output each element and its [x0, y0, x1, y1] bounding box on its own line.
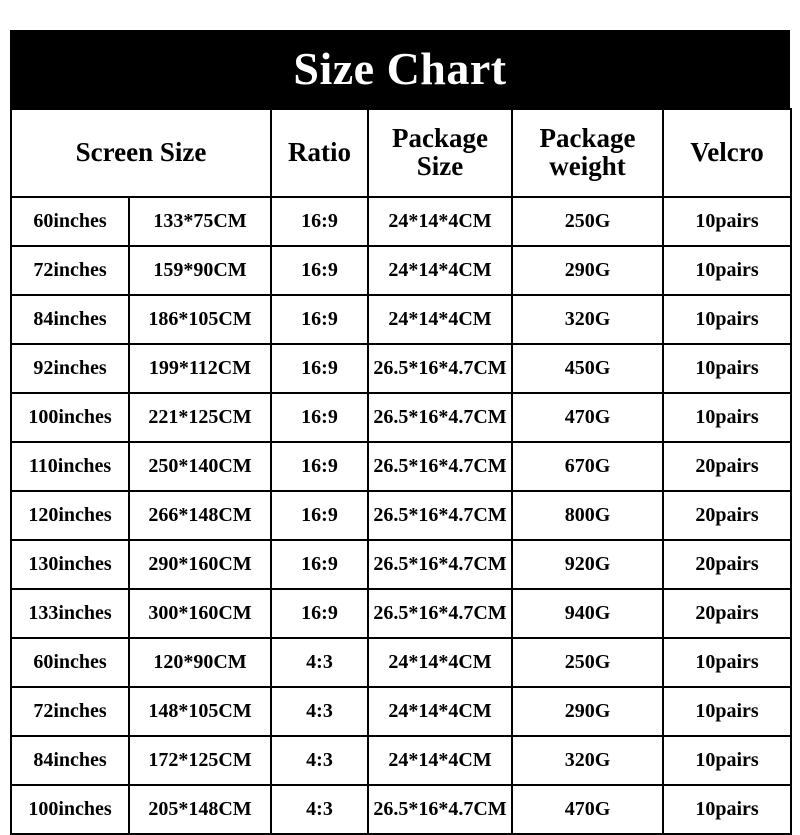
table-row: [11, 736, 791, 785]
cell-dimensions: 250*140CM: [129, 442, 271, 491]
cell-screen-size: 100inches: [11, 393, 129, 442]
cell-package-weight: 250G: [512, 197, 663, 246]
cell-package-weight: 920G: [512, 540, 663, 589]
cell-velcro: 10pairs: [663, 344, 791, 393]
cell-package-size: 26.5*16*4.7CM: [368, 393, 512, 442]
cell-velcro: 10pairs: [663, 736, 791, 785]
cell-velcro: 10pairs: [663, 295, 791, 344]
cell-dimensions: 120*90CM: [129, 638, 271, 687]
cell-screen-size: 133inches: [11, 589, 129, 638]
cell-screen-size: 100inches: [11, 785, 129, 834]
cell-dimensions: 133*75CM: [129, 197, 271, 246]
cell-package-size: 24*14*4CM: [368, 295, 512, 344]
column-header-ratio: Ratio: [271, 109, 368, 197]
cell-package-weight: 940G: [512, 589, 663, 638]
cell-velcro: 10pairs: [663, 393, 791, 442]
cell-dimensions: 148*105CM: [129, 687, 271, 736]
cell-velcro: 20pairs: [663, 491, 791, 540]
cell-dimensions: 199*112CM: [129, 344, 271, 393]
table-row: [11, 540, 791, 589]
cell-dimensions: 266*148CM: [129, 491, 271, 540]
cell-package-weight: 470G: [512, 393, 663, 442]
cell-package-size: 26.5*16*4.7CM: [368, 540, 512, 589]
table-header-row: [11, 109, 791, 197]
table-row: [11, 442, 791, 491]
cell-package-size: 26.5*16*4.7CM: [368, 491, 512, 540]
table-row: [11, 687, 791, 736]
cell-dimensions: 300*160CM: [129, 589, 271, 638]
cell-package-size: 26.5*16*4.7CM: [368, 344, 512, 393]
cell-ratio: 16:9: [271, 540, 368, 589]
cell-screen-size: 60inches: [11, 197, 129, 246]
cell-package-weight: 290G: [512, 687, 663, 736]
cell-package-size: 24*14*4CM: [368, 638, 512, 687]
column-header-package-weight: Package weight: [512, 109, 663, 197]
table-row: [11, 491, 791, 540]
size-chart-table: [10, 108, 792, 835]
table-row: [11, 344, 791, 393]
cell-ratio: 16:9: [271, 442, 368, 491]
table-row: [11, 589, 791, 638]
cell-package-weight: 450G: [512, 344, 663, 393]
table-row: [11, 295, 791, 344]
cell-screen-size: 84inches: [11, 736, 129, 785]
cell-screen-size: 72inches: [11, 687, 129, 736]
cell-dimensions: 290*160CM: [129, 540, 271, 589]
cell-ratio: 16:9: [271, 246, 368, 295]
cell-dimensions: 186*105CM: [129, 295, 271, 344]
cell-ratio: 16:9: [271, 491, 368, 540]
cell-package-weight: 250G: [512, 638, 663, 687]
cell-package-size: 24*14*4CM: [368, 687, 512, 736]
cell-velcro: 20pairs: [663, 589, 791, 638]
cell-ratio: 16:9: [271, 344, 368, 393]
cell-ratio: 16:9: [271, 295, 368, 344]
cell-package-weight: 320G: [512, 295, 663, 344]
cell-package-size: 24*14*4CM: [368, 736, 512, 785]
cell-package-size: 26.5*16*4.7CM: [368, 442, 512, 491]
cell-package-weight: 670G: [512, 442, 663, 491]
cell-screen-size: 110inches: [11, 442, 129, 491]
cell-package-weight: 470G: [512, 785, 663, 834]
cell-velcro: 20pairs: [663, 442, 791, 491]
cell-package-size: 26.5*16*4.7CM: [368, 589, 512, 638]
cell-ratio: 16:9: [271, 197, 368, 246]
table-row: [11, 393, 791, 442]
cell-velcro: 10pairs: [663, 687, 791, 736]
cell-velcro: 20pairs: [663, 540, 791, 589]
cell-ratio: 4:3: [271, 638, 368, 687]
cell-ratio: 4:3: [271, 687, 368, 736]
cell-velcro: 10pairs: [663, 197, 791, 246]
cell-ratio: 4:3: [271, 785, 368, 834]
cell-velcro: 10pairs: [663, 246, 791, 295]
cell-screen-size: 120inches: [11, 491, 129, 540]
cell-package-size: 24*14*4CM: [368, 197, 512, 246]
column-header-velcro: Velcro: [663, 109, 791, 197]
cell-screen-size: 92inches: [11, 344, 129, 393]
cell-screen-size: 60inches: [11, 638, 129, 687]
table-row: [11, 246, 791, 295]
cell-screen-size: 84inches: [11, 295, 129, 344]
cell-package-weight: 320G: [512, 736, 663, 785]
table-header: [11, 109, 791, 197]
cell-screen-size: 130inches: [11, 540, 129, 589]
cell-dimensions: 205*148CM: [129, 785, 271, 834]
cell-package-weight: 290G: [512, 246, 663, 295]
page-title: Size Chart: [10, 30, 790, 108]
cell-screen-size: 72inches: [11, 246, 129, 295]
cell-package-weight: 800G: [512, 491, 663, 540]
table-body: [11, 197, 791, 834]
table-row: [11, 785, 791, 834]
column-header-screen-size: Screen Size: [11, 109, 271, 197]
cell-package-size: 26.5*16*4.7CM: [368, 785, 512, 834]
cell-package-size: 24*14*4CM: [368, 246, 512, 295]
cell-ratio: 16:9: [271, 589, 368, 638]
cell-ratio: 4:3: [271, 736, 368, 785]
table-row: [11, 197, 791, 246]
cell-ratio: 16:9: [271, 393, 368, 442]
cell-dimensions: 221*125CM: [129, 393, 271, 442]
cell-velcro: 10pairs: [663, 785, 791, 834]
cell-dimensions: 159*90CM: [129, 246, 271, 295]
cell-dimensions: 172*125CM: [129, 736, 271, 785]
table-row: [11, 638, 791, 687]
cell-velcro: 10pairs: [663, 638, 791, 687]
column-header-package-size: Package Size: [368, 109, 512, 197]
